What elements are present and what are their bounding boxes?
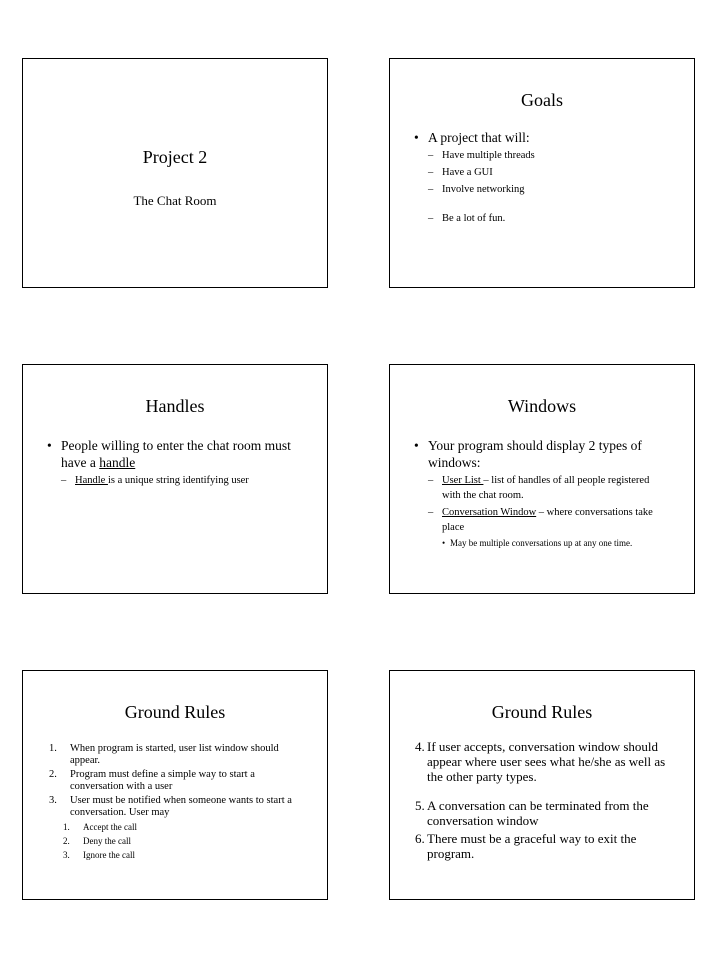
numbered-subitem: 2. Deny the call xyxy=(63,836,131,846)
handle-term: handle xyxy=(99,455,136,470)
numbered-item: 1. When program is started, user list window should appear. xyxy=(49,743,279,766)
numbered-paragraph: 6. There must be a graceful way to exit the program. xyxy=(415,831,637,861)
slide-goals xyxy=(389,58,695,288)
bullet: • People willing to enter the chat room must have a handle xyxy=(47,437,297,471)
slide-windows xyxy=(389,364,695,594)
bullet: • A project that will: xyxy=(414,129,680,146)
slide-subtitle: The Chat Room xyxy=(133,193,217,208)
user-list-term: User List xyxy=(442,475,484,486)
slide-title: Ground Rules xyxy=(491,702,593,722)
slide-ground-rules-1 xyxy=(22,670,328,900)
sub-bullet: – Involve networking xyxy=(428,182,680,197)
sub-bullet: – Have multiple threads xyxy=(428,148,680,163)
sub-bullet: – Be a lot of fun. xyxy=(428,211,680,226)
slide-title: Handles xyxy=(145,396,205,416)
sub-bullet: – Conversation Window – where conversations take place xyxy=(428,505,668,535)
sub-bullet: – Have a GUI xyxy=(428,165,680,180)
numbered-item: 2. Program must define a simple way to start a conversation with a user xyxy=(49,769,255,792)
sub-bullet: – User List – list of handles of all people registered with the chat room. xyxy=(428,473,668,503)
numbered-paragraph: 5. A conversation can be terminated from the conversation window xyxy=(415,798,649,828)
numbered-item: 3. User must be notified when someone wants to start a conversation. User may xyxy=(49,795,292,818)
sub-bullet: – Handle is a unique string identifying user xyxy=(61,473,297,488)
sub-sub-bullet: • May be multiple conversations up at any one time. xyxy=(442,537,668,550)
bullet: • Your program should display 2 types of windows: xyxy=(414,437,668,471)
numbered-subitem: 3. Ignore the call xyxy=(63,850,135,860)
slide-ground-rules-2 xyxy=(389,670,695,900)
slide-handles xyxy=(22,364,328,594)
slide-title: Windows xyxy=(507,396,577,416)
numbered-subitem: 1. Accept the call xyxy=(63,822,137,832)
numbered-paragraph: 4. If user accepts, conversation window should appear where user sees what he/she as well as the other party types. xyxy=(415,739,666,784)
handle-term: Handle xyxy=(75,475,108,486)
slide-title: Project 2 xyxy=(142,147,208,167)
slide-project-2 xyxy=(22,58,328,288)
conversation-window-term: Conversation Window xyxy=(442,507,537,518)
slide-title: Ground Rules xyxy=(124,702,226,722)
slide-title: Goals xyxy=(521,90,563,110)
